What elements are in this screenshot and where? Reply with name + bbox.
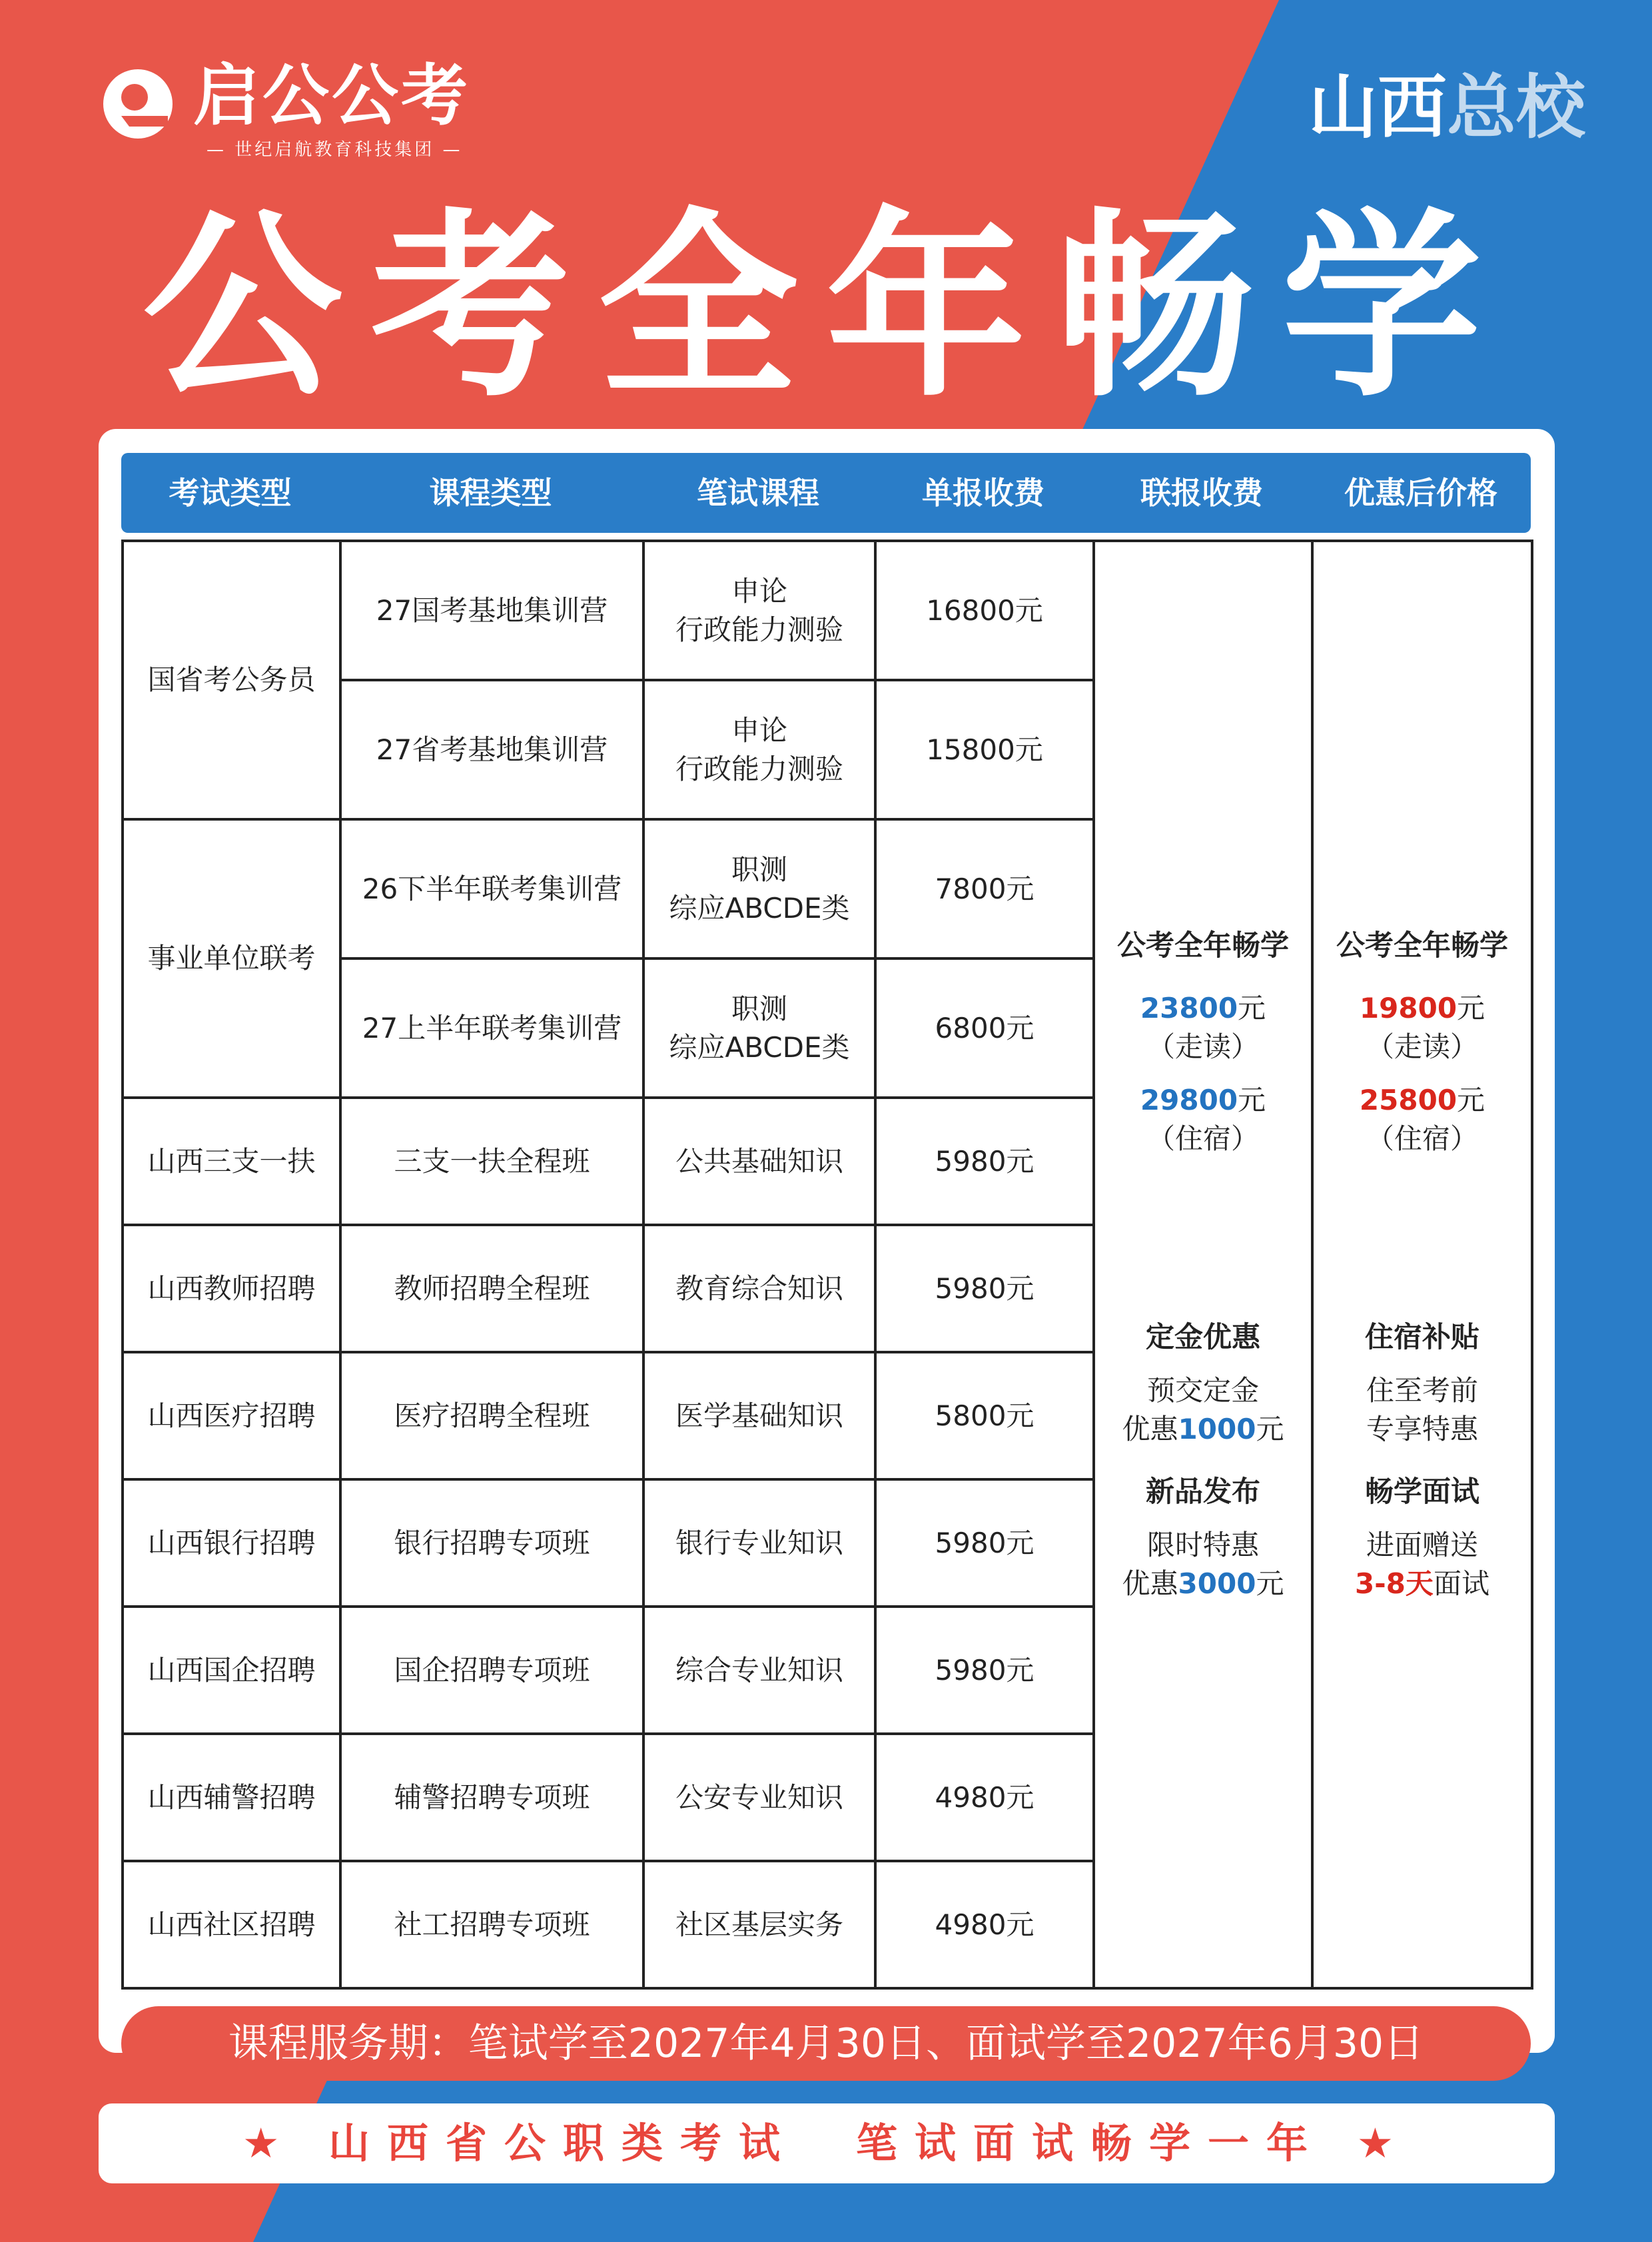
exam-type-cell: 山西医疗招聘 (123, 1352, 340, 1479)
promo-deposit-line: 预交定金 (1146, 1373, 1259, 1407)
course-cell: 27省考基地集训营 (340, 680, 643, 819)
course-cell: 三支一扶全程班 (340, 1098, 643, 1225)
subject-line: 职测 (731, 853, 787, 886)
brand-name: 启公公考 (193, 57, 470, 135)
promo-deposit-unit: 元 (1256, 1412, 1284, 1445)
header-written-course: 笔试课程 (697, 475, 819, 511)
header-single-fee: 单报收费 (922, 475, 1044, 511)
discount-board-price: 25800 (1359, 1083, 1457, 1116)
promo-new-unit: 元 (1256, 1567, 1284, 1600)
subject-cell: 公共基础知识 (643, 1098, 875, 1225)
course-cell: 银行招聘专项班 (340, 1479, 643, 1607)
header-combo-fee: 联报收费 (1140, 475, 1263, 511)
course-cell: 27国考基地集训营 (340, 541, 643, 680)
exam-type-cell: 国省考公务员 (123, 541, 340, 819)
subject-cell: 医学基础知识 (643, 1352, 875, 1479)
exam-type-cell: 山西社区招聘 (123, 1861, 340, 1988)
perk-housing-line2: 专享特惠 (1366, 1412, 1478, 1445)
perk-housing-line1: 住至考前 (1366, 1373, 1478, 1407)
price-cell: 4980元 (875, 1734, 1094, 1861)
price-cell: 6800元 (875, 958, 1094, 1098)
combo-walk-price: 23800 (1140, 991, 1238, 1024)
promo-new-title: 新品发布 (1146, 1475, 1260, 1509)
subject-cell (643, 541, 875, 680)
service-period-banner: 课程服务期：笔试学至2027年4月30日、面试学至2027年6月30日 (121, 2006, 1531, 2081)
perk-interview-highlight: 3-8天 (1355, 1567, 1434, 1600)
subject-line: 综应ABCDE类 (669, 1030, 850, 1064)
discount-price-cell (1312, 541, 1532, 1988)
footer-slogan: ★ 山西省公职类考试 笔试面试畅学一年 ★ (99, 2103, 1555, 2183)
subject-cell: 公安专业知识 (643, 1734, 875, 1861)
discount-walk-price: 19800 (1359, 991, 1457, 1024)
logo-mark-icon (95, 63, 181, 149)
discount-board-unit: 元 (1457, 1083, 1485, 1116)
perk-interview-title: 畅学面试 (1365, 1475, 1479, 1509)
combo-walk-unit: 元 (1238, 991, 1266, 1024)
table-row (123, 541, 1532, 680)
discount-board-label: （住宿） (1366, 1122, 1478, 1155)
promo-new-line: 限时特惠 (1146, 1528, 1259, 1561)
subject-cell: 银行专业知识 (643, 1479, 875, 1607)
discount-walk-unit: 元 (1457, 991, 1485, 1024)
subject-line: 申论 (731, 713, 787, 747)
promo-deposit-amount: 1000 (1178, 1412, 1256, 1445)
price-cell: 5980元 (875, 1607, 1094, 1734)
price-cell: 5800元 (875, 1352, 1094, 1479)
brand-tagline: — 世纪启航教育科技集团 — (206, 140, 463, 160)
course-cell: 辅警招聘专项班 (340, 1734, 643, 1861)
combo-board-unit: 元 (1238, 1083, 1266, 1116)
exam-type-cell: 山西三支一扶 (123, 1098, 340, 1225)
course-cell: 教师招聘全程班 (340, 1225, 643, 1352)
exam-type-cell: 山西国企招聘 (123, 1607, 340, 1734)
promo-new-amount: 3000 (1178, 1567, 1256, 1600)
perk-interview-line1: 进面赠送 (1366, 1528, 1478, 1561)
table-header (121, 453, 1531, 533)
perk-housing-title: 住宿补贴 (1365, 1320, 1479, 1354)
combo-board-price: 29800 (1140, 1083, 1238, 1116)
course-cell: 医疗招聘全程班 (340, 1352, 643, 1479)
exam-type-cell: 山西辅警招聘 (123, 1734, 340, 1861)
course-cell: 国企招聘专项班 (340, 1607, 643, 1734)
combo-fee-cell (1094, 541, 1312, 1988)
subject-line: 综应ABCDE类 (669, 891, 850, 925)
combo-walk-label: （走读） (1146, 1030, 1259, 1063)
perk-interview-suffix: 面试 (1433, 1567, 1489, 1600)
price-cell: 15800元 (875, 680, 1094, 819)
exam-type-cell: 山西教师招聘 (123, 1225, 340, 1352)
discount-title: 公考全年畅学 (1336, 929, 1508, 962)
course-cell: 26下半年联考集训营 (340, 819, 643, 958)
subject-line: 行政能力测验 (675, 613, 843, 646)
branch-name-part2: 总校 (1446, 67, 1585, 148)
branch-name-part1: 山西 (1308, 67, 1447, 148)
course-cell: 27上半年联考集训营 (340, 958, 643, 1098)
hero-title: 公考全年畅学 (143, 191, 1509, 424)
subject-cell: 综合专业知识 (643, 1607, 875, 1734)
price-cell: 5980元 (875, 1225, 1094, 1352)
price-cell: 16800元 (875, 541, 1094, 680)
subject-line: 申论 (731, 574, 787, 607)
subject-line: 职测 (731, 992, 787, 1025)
subject-cell (643, 680, 875, 819)
course-cell: 社工招聘专项班 (340, 1861, 643, 1988)
subject-cell: 社区基层实务 (643, 1861, 875, 1988)
exam-type-cell: 山西银行招聘 (123, 1479, 340, 1607)
subject-cell: 教育综合知识 (643, 1225, 875, 1352)
price-cell: 7800元 (875, 819, 1094, 958)
subject-line: 行政能力测验 (675, 752, 843, 785)
combo-board-label: （住宿） (1146, 1122, 1259, 1155)
branch-name (1308, 64, 1585, 151)
subject-cell (643, 958, 875, 1098)
header-discount-price: 优惠后价格 (1344, 475, 1497, 511)
promo-deposit-prefix: 优惠 (1122, 1412, 1178, 1445)
discount-walk-label: （走读） (1366, 1030, 1478, 1063)
price-cell: 4980元 (875, 1861, 1094, 1988)
price-cell: 5980元 (875, 1098, 1094, 1225)
price-cell: 5980元 (875, 1479, 1094, 1607)
price-table (121, 540, 1533, 1990)
exam-type-cell: 事业单位联考 (123, 819, 340, 1098)
subject-cell (643, 819, 875, 958)
header-course-type: 课程类型 (429, 475, 552, 511)
promo-deposit-title: 定金优惠 (1146, 1320, 1260, 1354)
promo-new-prefix: 优惠 (1122, 1567, 1178, 1600)
header-exam-type: 考试类型 (169, 475, 292, 511)
combo-title: 公考全年畅学 (1117, 929, 1289, 962)
